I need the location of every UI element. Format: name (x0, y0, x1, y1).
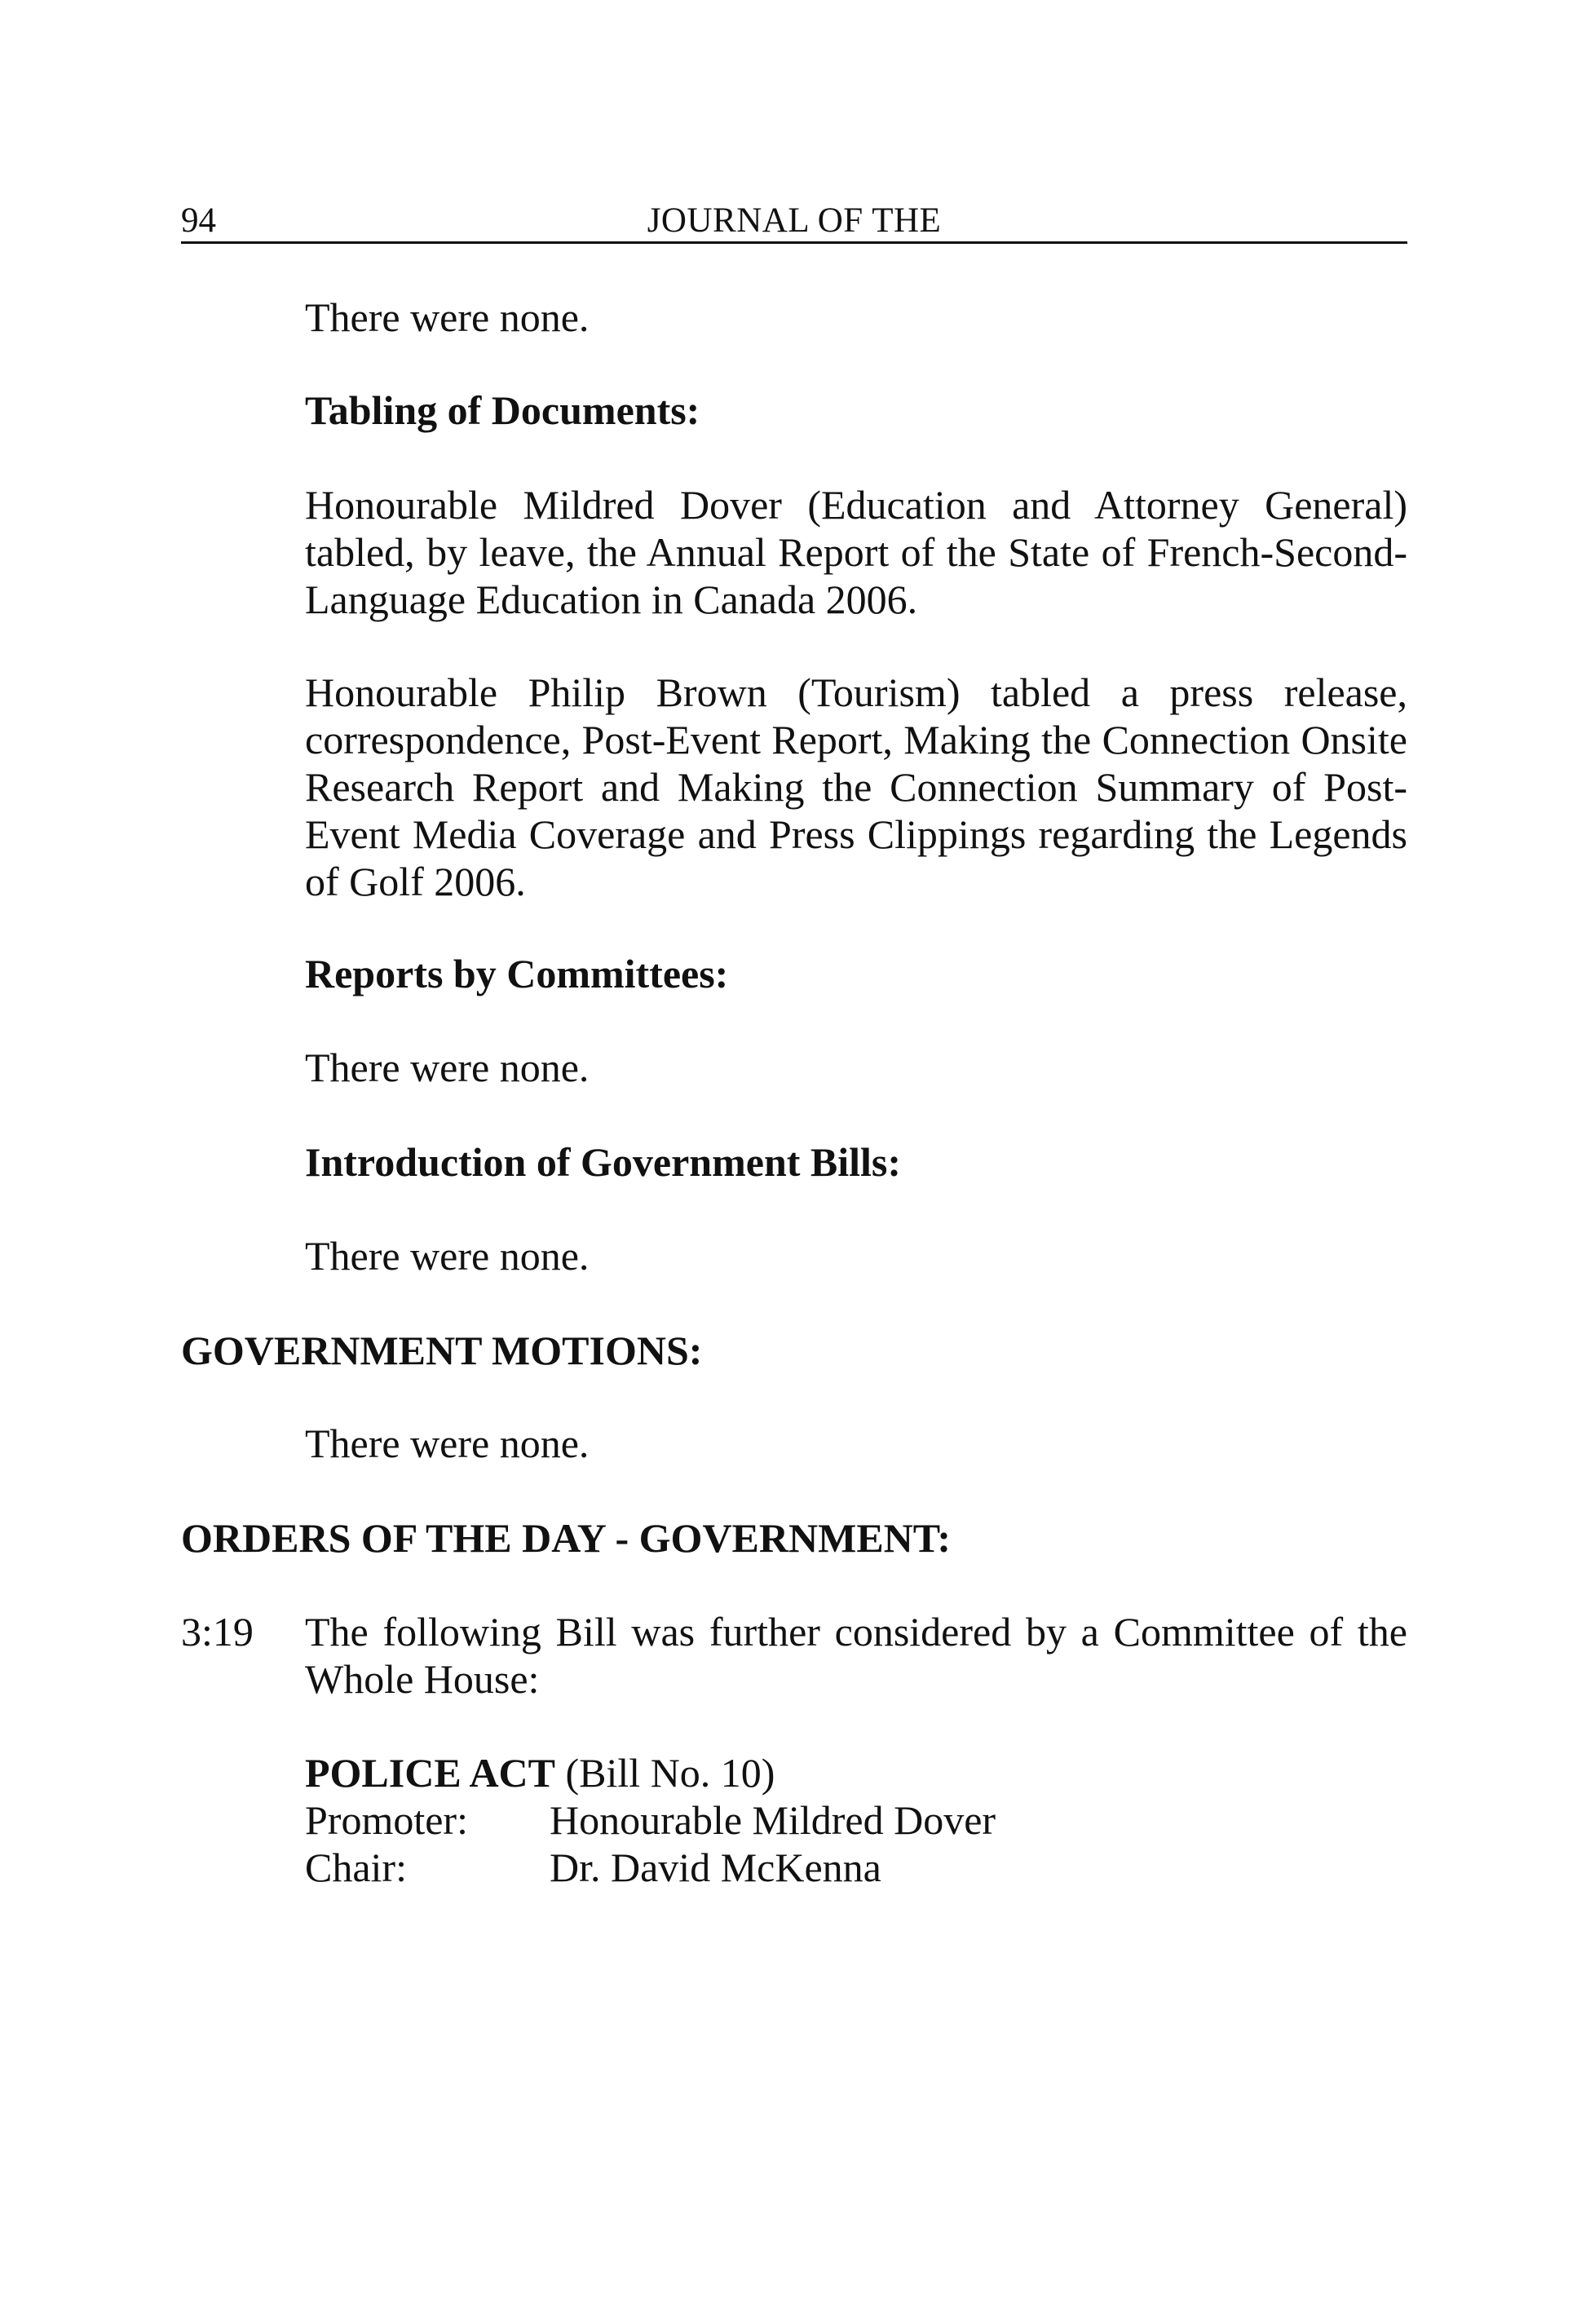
heading-orders-of-the-day: ORDERS OF THE DAY - GOVERNMENT: (181, 1515, 952, 1561)
chair-value: Dr. David McKenna (550, 1845, 881, 1890)
heading-tabling-of-documents: Tabling of Documents: (305, 387, 700, 433)
paragraph-tabling-dover: Honourable Mildred Dover (Education and Attorney General) tabled, by leave, the Annual Report of the State of French-Second-Language Education in Canada 2006. (305, 482, 1407, 622)
chair-line (305, 1844, 881, 1891)
paragraph-tabling-brown: Honourable Philip Brown (Tourism) tabled a press release, correspondence, Post-Event Report, Making the Connection Onsite Research Report and Making the Connection Summary of Post-Event Media Coverage and Press Clippings regarding the Legends of Golf 2006. (305, 669, 1407, 904)
time-stamp: 3:19 (181, 1609, 254, 1655)
paragraph-none-3: There were none. (305, 1233, 590, 1279)
heading-government-motions: GOVERNMENT MOTIONS: (181, 1328, 703, 1373)
paragraph-orders-text: The following Bill was further considered by a Committee of the Whole House: (305, 1609, 1407, 1702)
heading-reports-by-committees: Reports by Committees: (305, 951, 729, 996)
bill-title-line (305, 1749, 775, 1796)
promoter-line (305, 1796, 996, 1844)
bill-number: (Bill No. 10) (555, 1750, 775, 1796)
promoter-label: Promoter: (305, 1797, 468, 1843)
heading-introduction-of-government-bills: Introduction of Government Bills: (305, 1139, 902, 1185)
paragraph-none-1: There were none. (305, 294, 590, 340)
chair-label: Chair: (305, 1845, 407, 1890)
bill-name: POLICE ACT (305, 1750, 556, 1796)
paragraph-none-4: There were none. (305, 1420, 590, 1466)
page-number: 94 (181, 201, 216, 240)
paragraph-none-2: There were none. (305, 1045, 590, 1090)
promoter-value: Honourable Mildred Dover (550, 1797, 996, 1843)
running-title: JOURNAL OF THE (647, 201, 942, 240)
page-header (181, 199, 1407, 244)
